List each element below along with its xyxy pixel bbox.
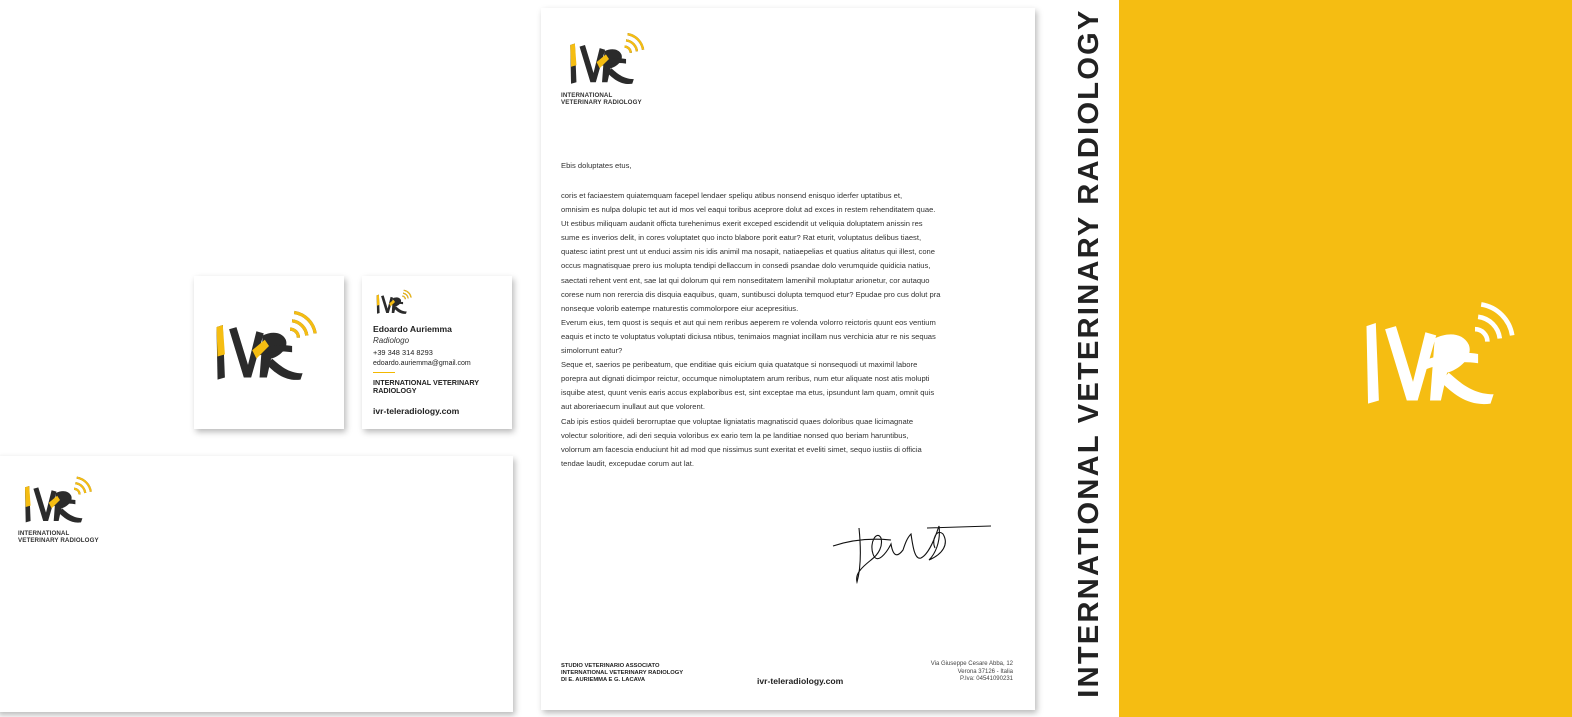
logo-text-line1: INTERNATIONAL	[561, 92, 613, 99]
letter-salutation: Ebis doluptates etus,	[561, 161, 632, 170]
letterhead	[541, 8, 1035, 710]
ivr-logo-icon	[18, 472, 102, 528]
letter-body-line: Ut estibus miliquam audanit officta turehenimus exerit exceped escidendit ut veliquia doluptatem anissin res	[561, 219, 923, 229]
letter-body-line: coris et faciaestem quiatemquam facepel lendaer speliqu atibus nonsend enisquo iderfer uptatibus et,	[561, 191, 903, 200]
ivr-logo-icon	[1351, 292, 1537, 416]
business-card-front	[194, 276, 344, 429]
letter-footer-address	[931, 661, 1013, 684]
vertical-brand-title: INTERNATIONAL VETERINARY RADIOLOGY	[1073, 8, 1105, 698]
letter-body-line: simolorrunt eatur?	[561, 346, 623, 356]
card-divider	[373, 372, 395, 373]
yellow-brand-panel	[1119, 0, 1572, 717]
card-phone: +39 348 314 8293	[373, 348, 433, 357]
letter-body-line: quatesc iatint prest unt ut enduci assim nis idis animil ma nosapit, natiaepelias et quatius alitatus qui illest, cone	[561, 247, 935, 257]
ivr-logo-icon	[561, 28, 657, 90]
letter-body-line: aut aboreriaecum inullaut aut que volorent.	[561, 402, 705, 412]
letter-body-line: sume es inverios delit, in cores voluptatet quo incto blabore porit eatur? Rat eturit, voluptatus delibus tiaest,	[561, 233, 922, 243]
card-web: ivr-teleradiology.com	[373, 406, 460, 416]
letter-body-line: isquibe atest, quunt venis earis accus explaboribus est, sint exceptae ma etus, ipsundunt lam quam, omnit quis	[561, 388, 935, 398]
letter-body-line: saectati rehent vent ent, sae lat qui dolorum qui rem nonseditatem lamenihil moluptatur arionetur, cor autaquo	[561, 275, 930, 285]
envelope	[0, 456, 513, 712]
card-org: INTERNATIONAL VETERINARY RADIOLOGY	[373, 378, 479, 395]
letter-body-line: eaquis et incto te voluptatus voluptati diciusa ntibus, tenimaios magniat incillam nus verchicia atur re nis sequas	[561, 331, 936, 341]
footer-address-line: Verona 37126 - Italia	[957, 668, 1013, 675]
footer-studio-line: STUDIO VETERINARIO ASSOCIATO	[561, 663, 660, 669]
business-card-back	[362, 276, 512, 429]
letter-footer-studio	[561, 663, 683, 684]
footer-address-line: Via Giuseppe Cesare Abba, 12	[930, 661, 1013, 667]
footer-studio-line: DI E. AURIEMMA E G. LACAVA	[561, 677, 646, 683]
letter-body-line: omnisim es nulpa dolupic tet aut id mos vel eaqui toribus aceprore dolut ad exces in restem rehenditatem quae.	[561, 205, 936, 215]
letter-body-line: tendae laudit, excepudae corum aut lat.	[561, 458, 694, 468]
letter-footer-web: ivr-teleradiology.com	[757, 676, 844, 686]
logo-text-line2: VETERINARY RADIOLOGY	[18, 537, 99, 544]
ivr-logo-icon	[206, 304, 332, 388]
letter-body-line: Cab ipis estios quideli berorruptae que voluptae ligniatatis magnatiscid quaes doloribus quae licimagnate	[561, 416, 914, 426]
letter-body-line: Seque et, saerios pe peribeatum, que enditiae quis eicium quia quatatque si nonsequodi ut maximil labore	[561, 360, 918, 370]
letter-body-line: corese num non rerercia dis disquia eaquibus, quam, suntibusci dolupta temquod etur? Epudae pro cus dolut pra	[561, 289, 941, 299]
signature-icon	[831, 508, 993, 593]
letter-body-line: nonseque volorib eatempe rnaturestis commolorpore eiur acepresitius.	[561, 303, 799, 313]
letter-body-line: occus magnatisquae prero ius molupta tendipi dellaccum in consedi psandae dolo verumquide quidicia natius,	[561, 261, 931, 271]
logo-text-line1: INTERNATIONAL	[18, 530, 70, 537]
letter-body-line: volorrum am facescia enduciunt hit ad mod que nissimus sunt exeritat et eveliti simet, sequo iustiis di officia	[561, 444, 922, 454]
letter-body-line: Everum eius, tem quost is sequis et aut qui nem reribus aeperem re volenda volorro reictoris quunt eos ventium	[561, 317, 936, 327]
footer-studio-line: INTERNATIONAL VETERINARY RADIOLOGY	[561, 670, 684, 676]
envelope-logo-text	[18, 530, 102, 544]
letter-body	[561, 189, 1013, 471]
letter-body-line: volectur soloritiore, adi deri sequia voloribus ex eario tem la pe landitiae nonsed quo beriam haruntibus,	[561, 430, 909, 440]
letter-logo	[561, 28, 657, 106]
card-email: edoardo.auriemma@gmail.com	[373, 360, 471, 367]
card-role: Radiologo	[373, 336, 410, 345]
footer-address-line: P.Iva: 04541090231	[960, 676, 1013, 683]
letter-body-line: porepra aut dignati dicimpor reictur, occumque nimoluptatem arum reribus, num etur aliquate nost atis molupti	[561, 374, 930, 384]
letter-logo-text	[561, 92, 657, 106]
ivr-logo-icon	[373, 287, 417, 322]
envelope-logo	[18, 472, 102, 544]
card-name: Edoardo Auriemma	[373, 324, 452, 334]
logo-text-line2: VETERINARY RADIOLOGY	[561, 99, 642, 106]
